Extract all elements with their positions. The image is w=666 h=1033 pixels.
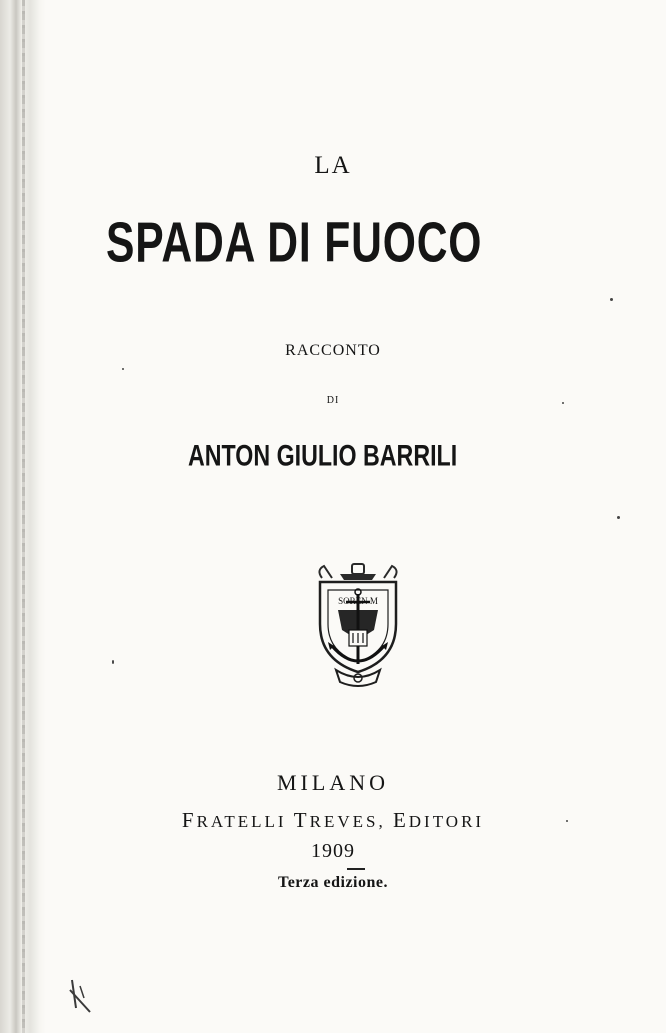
- publisher-initial-1: F: [181, 808, 197, 832]
- short-rule: [347, 868, 365, 870]
- edition-note: Terza edizione.: [278, 874, 388, 891]
- speck: [112, 660, 114, 664]
- by-label: DI: [326, 395, 340, 406]
- speck: [610, 298, 613, 301]
- handwritten-mark-icon: [66, 978, 96, 1014]
- author-name: ANTON GIULIO BARRILI: [188, 439, 458, 472]
- publisher-word-2: REVES,: [309, 812, 386, 831]
- publisher-initial-3: E: [392, 808, 409, 832]
- genre-label: RACCONTO: [285, 342, 381, 359]
- publication-city: MILANO: [277, 770, 389, 795]
- emblem-motto: SOREN M: [338, 596, 378, 606]
- speck: [122, 368, 124, 370]
- speck: [617, 516, 620, 519]
- publisher-initial-2: T: [293, 808, 310, 832]
- publication-year: 1909: [311, 840, 355, 862]
- anchor-emblem-icon: [312, 560, 404, 690]
- publisher-name: [0, 808, 666, 833]
- publisher-word-3: DITORI: [408, 812, 485, 831]
- publisher-word-1: RATELLI: [196, 812, 287, 831]
- book-title: SPADA DI FUOCO: [106, 211, 483, 275]
- title-article: LA: [314, 152, 352, 179]
